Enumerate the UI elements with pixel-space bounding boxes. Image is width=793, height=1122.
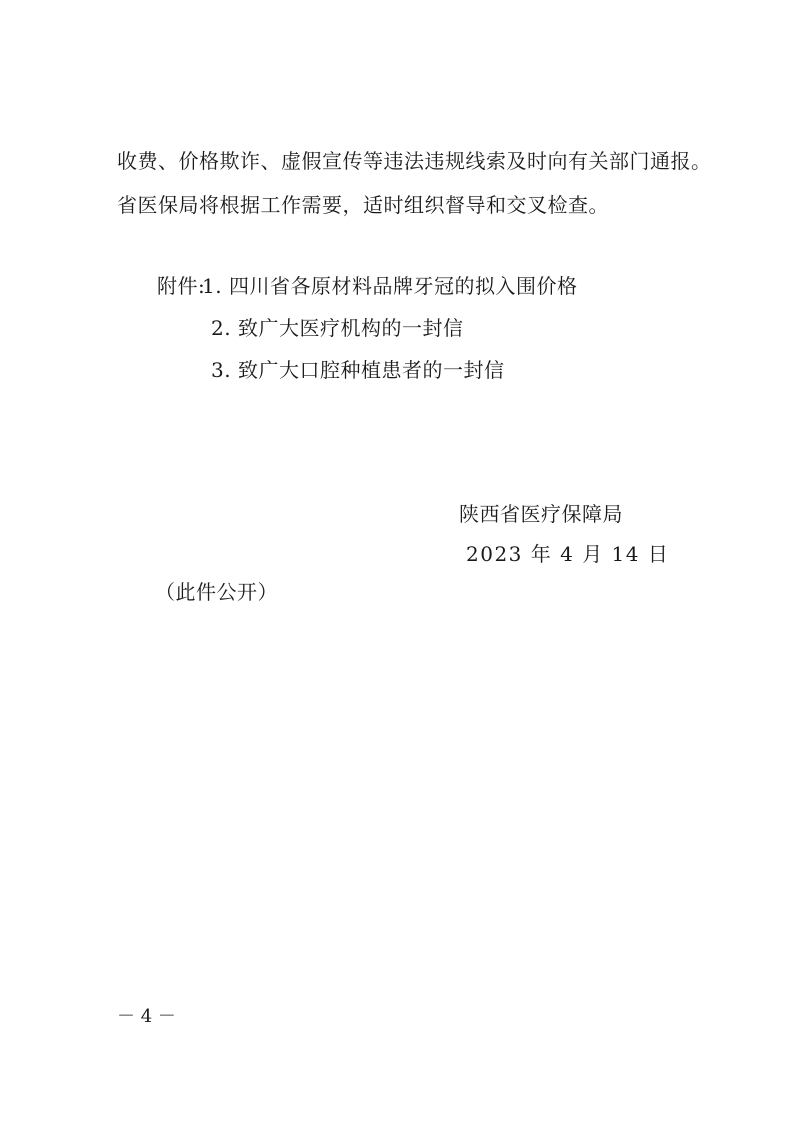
body-paragraph-line-2: 省医保局将根据工作需要，适时组织督导和交叉检查。 [117,193,609,217]
issuer-name: 陕西省医疗保障局 [459,502,623,526]
attachment-item-2: 2. 致广大医疗机构的一封信 [211,316,464,340]
page-number: － 4 － [117,1006,176,1027]
body-paragraph-line-1: 收费、价格欺诈、虚假宣传等违法违规线索及时向有关部门通报。 [117,149,712,173]
attachments-label: 附件: [157,274,206,298]
issue-date: 2023 年 4 月 14 日 [466,542,670,566]
attachment-item-1: 1. 四川省各原材料品牌牙冠的拟入围价格 [202,274,578,298]
public-note: （此件公开） [155,580,278,604]
attachment-item-3: 3. 致广大口腔种植患者的一封信 [211,358,505,382]
